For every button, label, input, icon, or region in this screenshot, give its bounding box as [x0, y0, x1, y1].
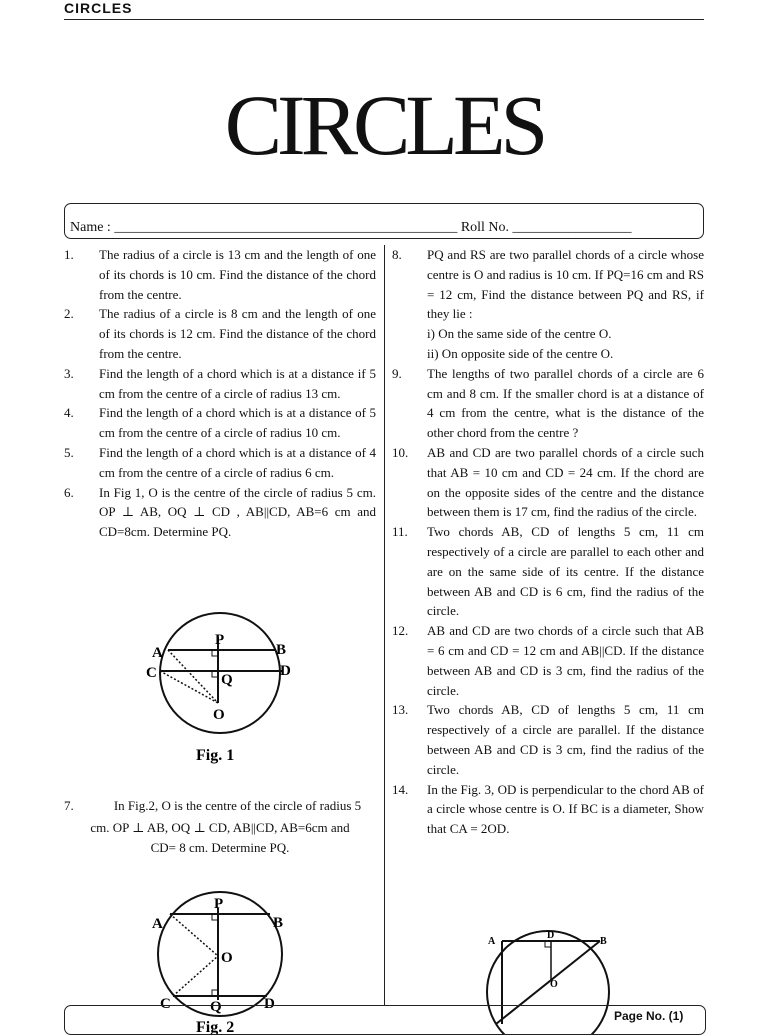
question-10 — [392, 443, 704, 522]
question-number: 6. — [64, 484, 74, 500]
question-text: In Fig 1, O is the centre of the circle of radius 5 cm. OP ⊥ AB, OQ ⊥ CD , AB||CD, AB=6 cm and CD=8cm. Determine PQ. — [99, 484, 376, 540]
label-o: O — [213, 707, 225, 723]
question-8-sub-ii: ii) On opposite side of the centre O. — [427, 345, 614, 361]
figure-1-caption: Fig. 1 — [196, 747, 235, 764]
label-o: O — [550, 979, 558, 990]
question-7-row — [64, 796, 376, 816]
question-1 — [64, 245, 376, 304]
question-text: Find the length of a chord which is at a distance of 4 cm from the centre of a circle of radius 6 cm. — [99, 444, 376, 480]
running-header: CIRCLES — [64, 0, 133, 16]
figure-1 — [140, 615, 310, 765]
question-number: 7. — [64, 798, 74, 813]
question-text: Find the length of a chord which is at a distance of 5 cm from the centre of a circle of radius 10 cm. — [99, 405, 376, 441]
question-2 — [64, 304, 376, 363]
question-number: 3. — [64, 365, 74, 381]
question-13 — [392, 700, 704, 779]
question-text: AB and CD are two chords of a circle such that AB = 6 cm and CD = 12 cm and AB||CD. If the distance between AB and CD is 3 cm, find the radius of the circle. — [427, 623, 704, 698]
question-9 — [392, 364, 704, 443]
right-column — [392, 245, 704, 839]
label-q: Q — [221, 672, 233, 688]
question-11 — [392, 522, 704, 621]
question-number: 13. — [392, 702, 409, 718]
name-roll-line: Name : _________________________________________________ Roll No. _________________ — [70, 220, 632, 235]
question-6 — [64, 483, 376, 542]
question-number: 4. — [64, 405, 74, 421]
radius-oa — [168, 650, 218, 703]
label-d: D — [264, 996, 275, 1012]
question-7-line-2: cm. OP ⊥ AB, OQ ⊥ CD, AB||CD, AB=6cm and — [90, 819, 350, 835]
label-p: P — [215, 632, 225, 648]
figure-2-caption: Fig. 2 — [196, 1019, 235, 1035]
question-3 — [64, 364, 376, 404]
question-number: 14. — [392, 781, 409, 797]
question-8-body — [427, 245, 704, 364]
label-p: P — [214, 896, 224, 912]
question-8 — [392, 245, 704, 364]
label-o: O — [221, 950, 233, 966]
label-b: B — [600, 936, 607, 947]
question-7-line-3: CD= 8 cm. Determine PQ. — [150, 839, 290, 855]
question-text: In the Fig. 3, OD is perpendicular to the chord AB of a circle whose centre is O. If BC is a diameter, Show that CA = 2OD. — [427, 781, 704, 837]
question-text: AB and CD are two parallel chords of a circle such that AB = 10 cm and CD = 24 cm. If the chord are on the opposite sides of the centre and the distance between them is 17 cm, find the radius of the circle. — [427, 444, 704, 520]
page-title: CIRCLES — [224, 77, 544, 173]
question-text: Two chords AB, CD of lengths 5 cm, 11 cm respectively of a circle are parallel to each other and are on the same side of its centre. If the distance between AB and CD is 6 cm, find the radius of the circle. — [427, 524, 704, 619]
figure-2 — [140, 888, 320, 1035]
question-text: PQ and RS are two parallel chords of a circle whose centre is O and radius is 10 cm. If PQ=16 cm and RS = 12 cm, Find the distance between PQ and RS, if they lie : — [427, 247, 704, 322]
question-text: Two chords AB, CD of lengths 5 cm, 11 cm respectively of a circle are parallel. If the distance between AB and CD is 3 cm, find the radius of the circle. — [427, 702, 704, 777]
question-text: The lengths of two parallel chords of a circle are 6 cm and 8 cm. If the smaller chord is at a distance of 4 cm from the centre, what is the distance of the other chord from the centre ? — [427, 365, 704, 441]
question-number: 11. — [392, 524, 408, 540]
radius-oa — [170, 914, 218, 956]
radius-oc — [160, 671, 218, 703]
label-d: D — [547, 930, 555, 941]
question-number: 9. — [392, 365, 402, 381]
page-number: Page No. (1) — [614, 1009, 684, 1023]
question-text: The radius of a circle is 8 cm and the length of one of its chords is 12 cm. Find the distance of the chord from the centre. — [99, 306, 376, 361]
label-b: B — [276, 642, 287, 658]
question-number: 8. — [392, 247, 402, 262]
question-4 — [64, 403, 376, 443]
question-5 — [64, 443, 376, 483]
label-q: Q — [210, 999, 222, 1015]
header-rule — [64, 19, 704, 20]
question-12 — [392, 621, 704, 700]
footer-box — [64, 1005, 706, 1035]
question-number: 2. — [64, 306, 74, 322]
label-a: A — [152, 645, 163, 661]
question-7-line-1: In Fig.2, O is the centre of the circle of radius 5 — [113, 798, 362, 813]
label-a: A — [488, 936, 496, 947]
left-column — [64, 245, 376, 542]
question-number: 5. — [64, 444, 74, 460]
question-14 — [392, 780, 704, 839]
question-text: Find the length of a chord which is at a distance if 5 cm from the centre of a circle of radius 13 cm. — [99, 365, 376, 401]
question-text: The radius of a circle is 13 cm and the length of one of its chords is 10 cm. Find the distance of the chord from the centre. — [99, 247, 376, 302]
question-number: 12. — [392, 623, 409, 639]
label-c: C — [146, 665, 157, 681]
question-number: 10. — [392, 444, 409, 460]
label-d: D — [280, 663, 291, 679]
label-c: C — [160, 996, 171, 1012]
label-b: B — [273, 915, 284, 931]
question-number: 1. — [64, 247, 74, 262]
question-7 — [64, 796, 376, 857]
label-a: A — [152, 916, 163, 932]
radius-oc — [173, 956, 218, 996]
question-8-sub-i: i) On the same side of the centre O. — [427, 326, 612, 342]
column-divider — [384, 245, 385, 1005]
